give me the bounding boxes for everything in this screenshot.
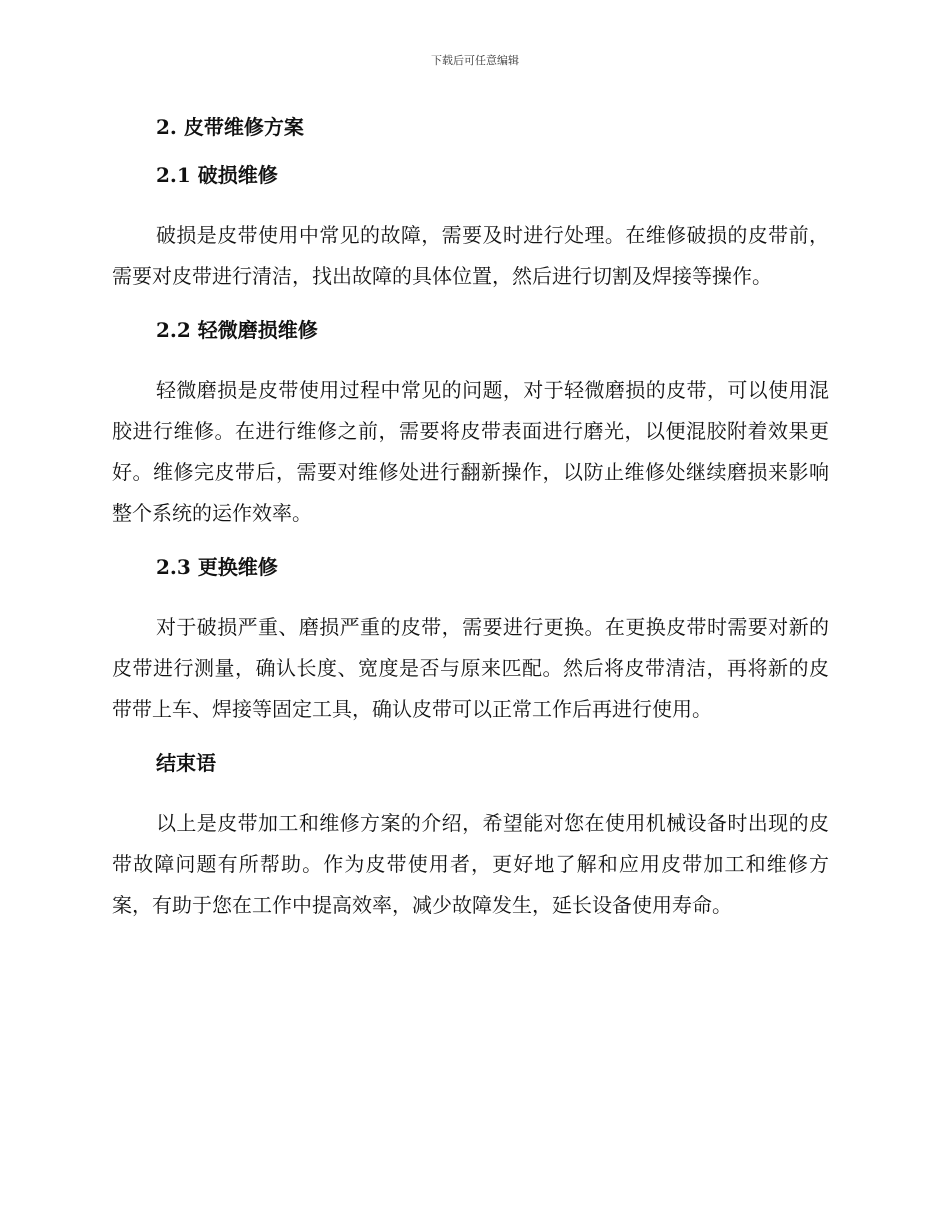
header-note: 下载后可任意编辑	[431, 54, 519, 67]
paragraph-replacement-repair: 对于破损严重、磨损严重的皮带，需要进行更换。在更换皮带时需要对新的皮带进行测量，确认长度、宽度是否与原来匹配。然后将皮带清洁，再将新的皮带带上车、焊接等固定工具，确认皮带可以正常工作后再进行使用。	[112, 615, 829, 721]
document-body	[112, 112, 829, 926]
section-heading-damage-repair: 2.1 破损维修	[156, 163, 278, 187]
section-heading-conclusion: 结束语	[156, 751, 216, 775]
section-heading-minor-wear-repair: 2.2 轻微磨损维修	[156, 318, 318, 342]
section-heading-maintenance-plan: 2. 皮带维修方案	[156, 115, 304, 139]
paragraph-minor-wear-repair: 轻微磨损是皮带使用过程中常见的问题，对于轻微磨损的皮带，可以使用混胶进行维修。在进行维修之前，需要将皮带表面进行磨光，以便混胶附着效果更好。维修完皮带后，需要对维修处进行翻新操作，以防止维修处继续磨损来影响整个系统的运作效率。	[112, 378, 829, 525]
paragraph-damage-repair: 破损是皮带使用中常见的故障，需要及时进行处理。在维修破损的皮带前，需要对皮带进行清洁，找出故障的具体位置，然后进行切割及焊接等操作。	[112, 223, 829, 288]
paragraph-conclusion: 以上是皮带加工和维修方案的介绍，希望能对您在使用机械设备时出现的皮带故障问题有所帮助。作为皮带使用者，更好地了解和应用皮带加工和维修方案，有助于您在工作中提高效率，减少故障发生，延长设备使用寿命。	[112, 811, 829, 917]
section-heading-replacement-repair: 2.3 更换维修	[156, 555, 278, 579]
